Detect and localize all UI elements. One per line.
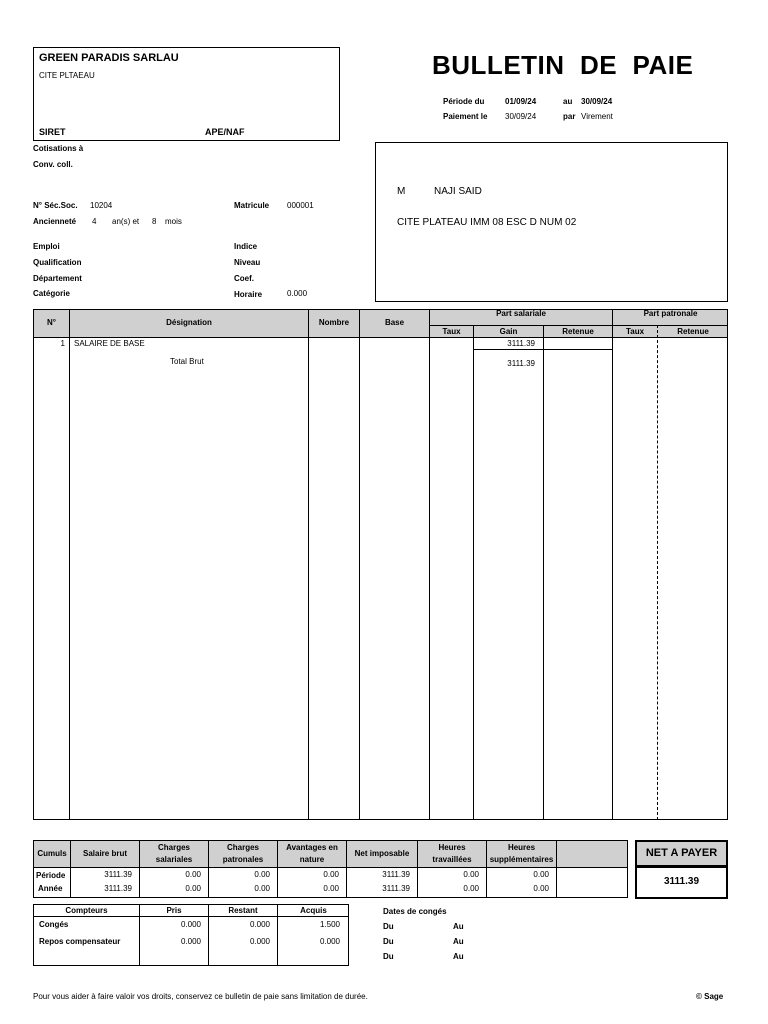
conv-label: Conv. coll. [33,160,73,169]
cumuls-row-salaire-brut: 3111.39 [104,870,132,879]
cumuls-row-charges-pat: 0.00 [254,884,270,893]
categorie-label: Catégorie [33,289,70,298]
compteurs-row-restant: 0.000 [249,920,270,929]
anciennete-months: 8 [152,217,157,226]
anciennete-label: Ancienneté [33,217,77,226]
table-row-designation: SALAIRE DE BASE [74,339,145,348]
cumuls-header-salaire-brut: Salaire brut [82,849,127,858]
header-base: Base [384,318,405,327]
periode-to: 30/09/24 [581,97,613,106]
cumuls-header-charges-sal-1: Charges [157,843,190,852]
conges-du-label: Du [383,952,394,961]
cumuls-row-heures-sup: 0.00 [533,884,549,893]
document-title: BULLETIN DE PAIE [432,50,694,80]
periode-label: Période du [443,97,485,106]
indice-label: Indice [234,242,258,251]
paiement-date: 30/09/24 [505,112,537,121]
footer-brand: © Sage [696,992,724,1001]
conges-du-label: Du [383,922,394,931]
employee-name: NAJI SAID [434,186,482,197]
header-part-salariale: Part salariale [496,309,546,318]
cumuls-row-charges-sal: 0.00 [185,884,201,893]
compteurs-row-pris: 0.000 [180,937,201,946]
emploi-label: Emploi [33,242,60,251]
compteurs-header-acquis: Acquis [300,906,327,915]
cotisations-label: Cotisations à [33,144,84,153]
departement-label: Département [33,274,82,283]
cumuls-row-charges-pat: 0.00 [254,870,270,879]
horaire-value: 0.000 [287,289,308,298]
par-label: par [563,112,576,121]
compteurs-header-pris: Pris [166,906,182,915]
secsoc-value: 10204 [90,201,113,210]
table-row-designation: Total Brut [170,357,204,366]
employee-civilite: M [397,186,406,197]
cumuls-row-heures-trav: 0.00 [463,870,479,879]
cumuls-row-avantages: 0.00 [323,884,339,893]
cumuls-row-heures-trav: 0.00 [463,884,479,893]
cumuls-row-net-imposable: 3111.39 [382,870,410,879]
cumuls-row-label: Période [36,871,66,880]
header-taux-patronal: Taux [625,327,645,336]
secsoc-label: N° Séc.Soc. [33,201,78,210]
cumuls-header-heures-sup-1: Heures [507,843,536,852]
paiement-mode: Virement [581,112,613,121]
conges-au-label: Au [453,952,464,961]
cumuls-row-avantages: 0.00 [323,870,339,879]
employee-address: CITE PLATEAU IMM 08 ESC D NUM 02 [397,217,577,228]
compteurs-row-pris: 0.000 [180,920,201,929]
niveau-label: Niveau [234,258,261,267]
cumuls-header-charges-pat-2: patronales [222,855,264,864]
conges-au-label: Au [453,937,464,946]
cumuls-row-label: Année [38,884,63,893]
compteurs-row-acquis: 1.500 [319,920,340,929]
company-address: CITE PLTAEAU [39,71,95,80]
header-num: N° [47,318,56,327]
header-taux: Taux [442,327,461,336]
compteurs-row-acquis: 0.000 [319,937,340,946]
periode-from: 01/09/24 [505,97,537,106]
header-retenue: Retenue [562,327,594,336]
anciennete-ans-label: an(s) et [112,217,140,226]
conges-du-label: Du [383,937,394,946]
main-table [33,309,728,820]
au-label: au [563,97,573,106]
matricule-value: 000001 [287,201,314,210]
company-name: GREEN PARADIS SARLAU [39,52,179,64]
conges-au-label: Au [453,922,464,931]
compteurs-header-restant: Restant [228,906,258,915]
header-nombre: Nombre [318,318,350,327]
compteurs-row-label: Congés [39,920,69,929]
conges-title: Dates de congés [383,907,447,916]
cumuls-header-heures-trav-1: Heures [438,843,466,852]
anciennete-mois-label: mois [165,217,182,226]
cumuls-row-charges-sal: 0.00 [185,870,201,879]
cumuls-row-heures-sup: 0.00 [533,870,549,879]
paiement-label: Paiement le [443,112,488,121]
cumuls-row-salaire-brut: 3111.39 [104,884,132,893]
compteurs-row-label: Repos compensateur [39,937,121,946]
siret-label: SIRET [39,127,66,137]
compteurs-header-label: Compteurs [65,906,108,915]
header-gain: Gain [499,327,518,336]
table-row-num: 1 [60,339,65,348]
apenaf-label: APE/NAF [205,127,245,137]
header-retenue-patronale: Retenue [677,327,709,336]
cumuls-header-charges-sal-2: salariales [155,855,193,864]
matricule-label: Matricule [234,201,270,210]
cumuls-header-avantages-1: Avantages en [286,843,338,852]
table-row-gain: 3111.39 [507,339,535,348]
horaire-label: Horaire [234,290,263,299]
net-value: 3111.39 [663,876,700,887]
anciennete-years: 4 [92,217,97,226]
footer-notice: Pour vous aider à faire valoir vos droits, conservez ce bulletin de paie sans limitation de durée. [33,992,368,1001]
coef-label: Coef. [234,274,254,283]
net-label: NET A PAYER [645,847,718,859]
cumuls-header-charges-pat-1: Charges [226,843,259,852]
compteurs-row-restant: 0.000 [249,937,270,946]
cumuls-header-heures-sup-2: supplémentaires [489,855,554,864]
cumuls-header-label: Cumuls [37,849,67,858]
cumuls-header-net-imposable: Net imposable [354,849,410,858]
cumuls-header-avantages-2: nature [299,855,325,864]
qualification-label: Qualification [33,258,82,267]
header-designation: Désignation [166,318,212,327]
header-part-patronale: Part patronale [643,309,698,318]
cumuls-row-net-imposable: 3111.39 [382,884,410,893]
cumuls-header-heures-trav-2: travaillées [432,855,472,864]
table-row-gain: 3111.39 [507,359,535,368]
